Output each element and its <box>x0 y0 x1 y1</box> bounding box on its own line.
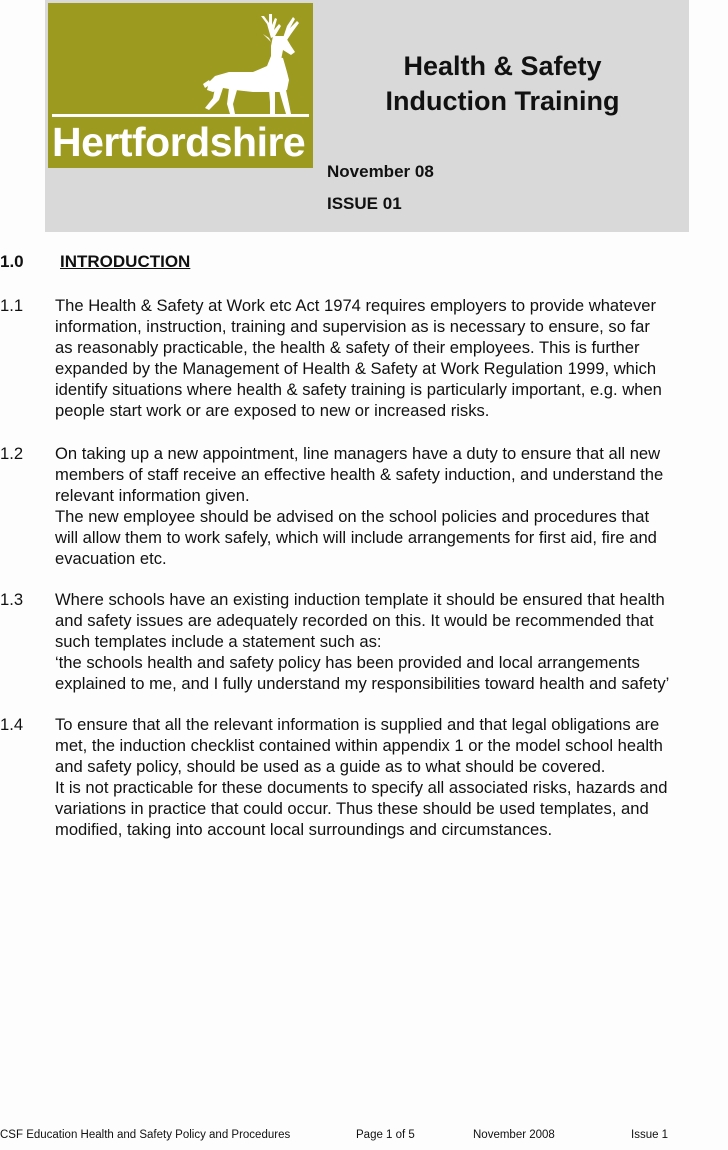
section-title: INTRODUCTION <box>60 252 191 271</box>
paragraph-line: met, the induction checklist contained within appendix 1 or the model school health <box>55 736 663 755</box>
document-title-line1: Health & Safety <box>403 51 602 81</box>
paragraph-line: variations in practice that could occur. Thus these should be used templates, and <box>55 799 649 818</box>
paragraph-line: evacuation etc. <box>55 549 167 568</box>
paragraph-line: such templates include a statement such as: <box>55 632 382 651</box>
footer-issue: Issue 1 <box>631 1129 669 1141</box>
paragraph-number: 1.2 <box>0 444 24 463</box>
paragraph-line: relevant information given. <box>55 486 250 505</box>
paragraph-line: information, instruction, training and supervision as is necessary to ensure, so far <box>55 317 650 336</box>
paragraph-line: To ensure that all the relevant information is supplied and that legal obligations are <box>55 715 660 734</box>
paragraph-line: members of staff receive an effective health & safety induction, and understand the <box>55 465 664 484</box>
paragraph-line: The Health & Safety at Work etc Act 1974 requires employers to provide whatever <box>55 296 657 315</box>
paragraph-line: identify situations where health & safety training is particularly important, e.g. when <box>55 380 662 399</box>
paragraph-number: 1.4 <box>0 715 24 734</box>
section-number: 1.0 <box>0 252 24 271</box>
footer-page-number: Page 1 of 5 <box>356 1129 415 1141</box>
logo-divider <box>52 114 309 117</box>
paragraph-line: explained to me, and I fully understand my responsibilities toward health and safety’ <box>55 674 670 693</box>
paragraph-line: will allow them to work safely, which will include arrangements for first aid, fire and <box>55 528 657 547</box>
footer-doc-title: CSF Education Health and Safety Policy and Procedures <box>0 1129 291 1141</box>
stag-icon <box>183 8 308 116</box>
logo-wordmark: Hertfordshire <box>52 119 306 165</box>
paragraph-line: ‘the schools health and safety policy has been provided and local arrangements <box>55 653 640 672</box>
paragraph-line: On taking up a new appointment, line managers have a duty to ensure that all new <box>55 444 661 463</box>
paragraph-line: It is not practicable for these documents to specify all associated risks, hazards and <box>55 778 668 797</box>
paragraph-line: people start work or are exposed to new or increased risks. <box>55 401 490 420</box>
hertfordshire-logo <box>48 3 313 168</box>
paragraph-line: as reasonably practicable, the health & safety of their employees. This is further <box>55 338 640 357</box>
paragraph-line: and safety issues are adequately recorded on this. It would be recommended that <box>55 611 654 630</box>
paragraph-line: Where schools have an existing induction template it should be ensured that health <box>55 590 665 609</box>
paragraph-line: modified, taking into account local surroundings and circumstances. <box>55 820 553 839</box>
document-title-line2: Induction Training <box>385 86 620 116</box>
footer-date: November 2008 <box>473 1129 555 1141</box>
paragraph-line: The new employee should be advised on the school policies and procedures that <box>55 507 650 526</box>
paragraph-number: 1.1 <box>0 296 24 315</box>
paragraph-line: and safety policy, should be used as a guide as to what should be covered. <box>55 757 606 776</box>
header-date: November 08 <box>327 162 434 181</box>
header-issue: ISSUE 01 <box>327 194 402 213</box>
paragraph-line: expanded by the Management of Health & Safety at Work Regulation 1999, which <box>55 359 657 378</box>
paragraph-number: 1.3 <box>0 590 24 609</box>
